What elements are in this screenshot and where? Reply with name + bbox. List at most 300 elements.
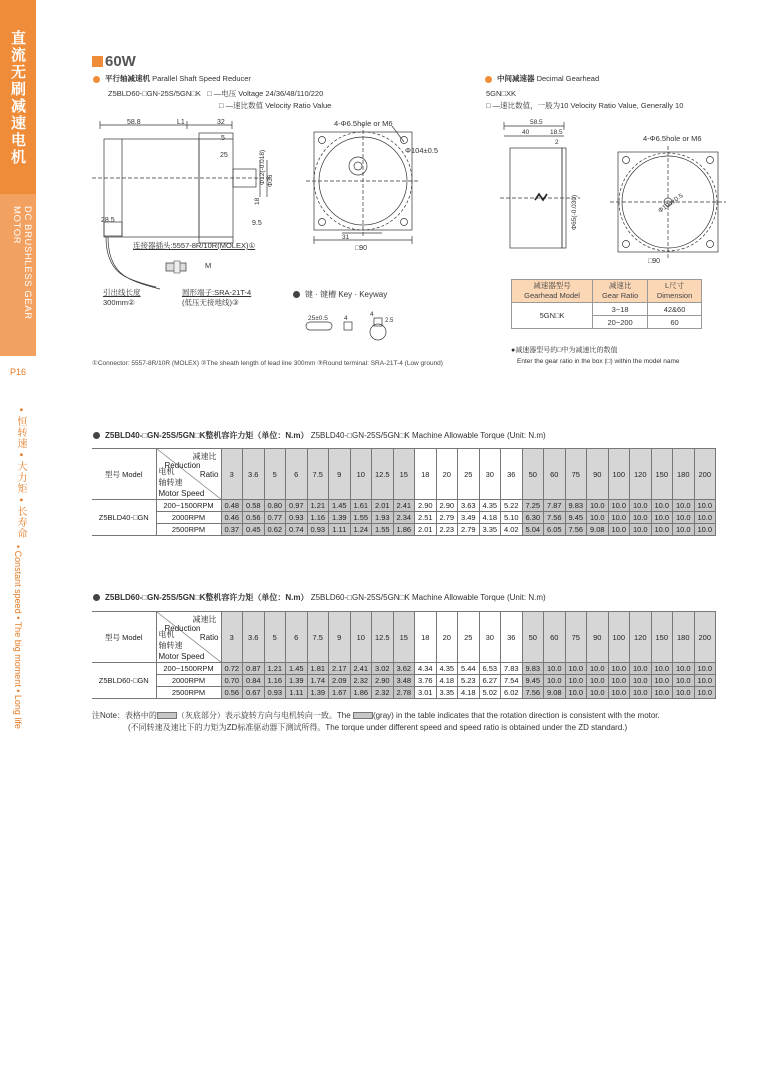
lead-length: 300mm② bbox=[103, 298, 135, 307]
torque-cell: 4.35 bbox=[479, 500, 501, 512]
gearhead-model-cell: 5GN□K bbox=[512, 303, 593, 329]
torque-cell: 0.62 bbox=[264, 524, 286, 536]
torque-cell: 2.32 bbox=[372, 687, 394, 699]
svg-text:L1: L1 bbox=[177, 119, 185, 126]
torque-cell: 10.0 bbox=[565, 663, 587, 675]
torque-cell: 1.74 bbox=[307, 675, 329, 687]
table-note-2: (不同转速及速比下的力矩为ZD标准驱动器下测试所得。The torque under different speed and speed ratio is obtained under the ZD standard.) bbox=[128, 723, 628, 732]
table-note bbox=[92, 710, 660, 722]
model-header: 型号 Model bbox=[92, 612, 156, 663]
torque-cell: 2.01 bbox=[372, 500, 394, 512]
svg-text:Φ65(-0.030): Φ65(-0.030) bbox=[571, 194, 578, 230]
torque-cell: 10.0 bbox=[608, 500, 630, 512]
ratio-header: 9 bbox=[329, 449, 351, 500]
ratio-header: 150 bbox=[651, 449, 673, 500]
ratio-header: 25 bbox=[458, 449, 480, 500]
torque-cell: 2.51 bbox=[415, 512, 437, 524]
speed-label-axis: 轴转速 bbox=[158, 641, 183, 650]
torque-cell: 0.56 bbox=[221, 687, 243, 699]
note-text-a: 注Note：表格中的 bbox=[92, 711, 157, 720]
svg-text:31: 31 bbox=[342, 234, 350, 241]
torque-cell: 10.0 bbox=[630, 500, 652, 512]
torque-cell: 4.18 bbox=[458, 687, 480, 699]
parallel-model-line bbox=[108, 88, 323, 99]
torque-cell: 2.01 bbox=[415, 524, 437, 536]
motor-side-drawing bbox=[92, 115, 282, 315]
gray-swatch bbox=[353, 712, 373, 719]
svg-text:Φ12(-0.018): Φ12(-0.018) bbox=[259, 149, 266, 185]
ratio-header: 15 bbox=[393, 612, 415, 663]
torque-cell: 7.56 bbox=[565, 524, 587, 536]
torque-cell: 1.11 bbox=[329, 524, 351, 536]
ratio-header: 9 bbox=[329, 612, 351, 663]
keyway-title bbox=[293, 289, 387, 300]
torque-cell: 1.21 bbox=[264, 663, 286, 675]
torque-cell: 0.84 bbox=[243, 675, 265, 687]
torque-cell: 2.90 bbox=[436, 500, 458, 512]
speed-cell: 2000RPM bbox=[156, 512, 221, 524]
heading-square-icon bbox=[92, 56, 103, 67]
torque-cell: 4.35 bbox=[436, 663, 458, 675]
torque-table-1-title bbox=[93, 430, 546, 441]
speed-label-cn: 电机 bbox=[158, 630, 175, 639]
torque-title-en: Z5BLD60-□GN-25S/5GN□K Machine Allowable Torque (Unit: N.m) bbox=[310, 593, 546, 602]
ratio-header: 90 bbox=[587, 449, 609, 500]
table-row bbox=[92, 512, 716, 524]
sidebar-features-cn: • 恒转速 • 大力矩 • 长寿命 bbox=[15, 408, 26, 540]
sidebar-mid-block bbox=[0, 194, 36, 356]
drawing-footnote: ①Connector: 5557-8R/10R (MOLEX) ②The sheath length of lead line 300mm ③Round terminal: SRA-21T-4 (Low ground) bbox=[92, 360, 443, 367]
torque-cell: 0.46 bbox=[221, 512, 243, 524]
torque-cell: 7.25 bbox=[522, 500, 544, 512]
svg-text:28.5: 28.5 bbox=[101, 217, 115, 224]
gear-ratio-table bbox=[511, 279, 702, 329]
sidebar-top-block bbox=[0, 0, 36, 194]
torque-cell: 10.0 bbox=[630, 663, 652, 675]
ratio-header: 5 bbox=[264, 449, 286, 500]
speed-label-cn: 电机 bbox=[158, 467, 175, 476]
dimension-cell: 60 bbox=[648, 316, 702, 329]
torque-cell: 10.0 bbox=[651, 524, 673, 536]
svg-text:Φ36: Φ36 bbox=[267, 174, 274, 187]
torque-cell: 7.54 bbox=[501, 675, 523, 687]
torque-title-cn: Z5BLD40-□GN-25S/5GN□K整机容许力矩（单位：N.m） bbox=[105, 431, 309, 440]
torque-cell: 6.05 bbox=[544, 524, 566, 536]
torque-cell: 10.0 bbox=[587, 512, 609, 524]
torque-cell: 3.35 bbox=[436, 687, 458, 699]
ratio-header: 36 bbox=[501, 449, 523, 500]
torque-cell: 2.79 bbox=[458, 524, 480, 536]
ratio-header: 30 bbox=[479, 449, 501, 500]
ratio-speed-header bbox=[156, 612, 221, 663]
svg-text:18.5: 18.5 bbox=[550, 129, 563, 136]
torque-cell: 10.0 bbox=[565, 687, 587, 699]
ratio-header: 60 bbox=[544, 449, 566, 500]
torque-cell: 10.0 bbox=[673, 675, 695, 687]
torque-cell: 1.39 bbox=[286, 675, 308, 687]
torque-cell: 1.39 bbox=[329, 512, 351, 524]
bullet-icon bbox=[93, 76, 100, 83]
svg-text:□90: □90 bbox=[355, 245, 368, 252]
torque-cell: 10.0 bbox=[608, 524, 630, 536]
reduction-label-en: Reduction bbox=[164, 461, 201, 470]
header-gearhead-model: 减速器型号 Gearhead Model bbox=[512, 280, 593, 303]
torque-cell: 1.21 bbox=[307, 500, 329, 512]
terminal-label: 圆形端子:SRA-21T-4 bbox=[182, 288, 252, 297]
decimal-title bbox=[485, 73, 599, 84]
torque-cell: 2.90 bbox=[415, 500, 437, 512]
ratio-label: Ratio bbox=[199, 633, 219, 642]
ratio-header: 10 bbox=[350, 449, 372, 500]
torque-cell: 9.08 bbox=[544, 687, 566, 699]
ratio-header: 25 bbox=[458, 612, 480, 663]
torque-cell: 2.78 bbox=[393, 687, 415, 699]
ratio-header: 10 bbox=[350, 612, 372, 663]
decimal-model: 5GN□XK bbox=[486, 89, 516, 98]
svg-text:25±0.5: 25±0.5 bbox=[308, 315, 328, 322]
torque-cell: 10.0 bbox=[544, 663, 566, 675]
speed-label-en: Motor Speed bbox=[158, 652, 205, 661]
torque-cell: 2.09 bbox=[329, 675, 351, 687]
torque-cell: 1.24 bbox=[350, 524, 372, 536]
torque-cell: 9.83 bbox=[565, 500, 587, 512]
reduction-label-cn: 减速比 bbox=[192, 452, 217, 461]
hole-label: 4-Φ6.5hole or M6 bbox=[334, 119, 393, 128]
torque-cell: 10.0 bbox=[694, 524, 716, 536]
torque-cell: 9.08 bbox=[587, 524, 609, 536]
gray-swatch bbox=[157, 712, 177, 719]
parallel-title-en: Parallel Shaft Speed Reducer bbox=[152, 74, 251, 83]
speed-cell: 2000RPM bbox=[156, 675, 221, 687]
torque-cell: 0.58 bbox=[243, 500, 265, 512]
torque-cell: 10.0 bbox=[673, 500, 695, 512]
ratio-header: 180 bbox=[673, 612, 695, 663]
torque-table-1 bbox=[92, 448, 716, 536]
torque-cell: 5.44 bbox=[458, 663, 480, 675]
speed-label-en: Motor Speed bbox=[158, 489, 205, 498]
svg-text:5: 5 bbox=[221, 135, 225, 142]
reduction-label-cn: 减速比 bbox=[192, 615, 217, 624]
parallel-model: Z5BLD60-□GN-25S/5GN□K bbox=[108, 89, 201, 98]
ratio-header: 75 bbox=[565, 612, 587, 663]
model-header: 型号 Model bbox=[92, 449, 156, 500]
torque-cell: 10.0 bbox=[651, 663, 673, 675]
speed-cell: 200~1500RPM bbox=[156, 663, 221, 675]
table-header-row bbox=[92, 612, 716, 663]
torque-cell: 6.02 bbox=[501, 687, 523, 699]
torque-cell: 10.0 bbox=[630, 675, 652, 687]
torque-cell: 3.62 bbox=[393, 663, 415, 675]
ratio-header: 7.5 bbox=[307, 449, 329, 500]
header-dimension: L尺寸 Dimension bbox=[648, 280, 702, 303]
torque-cell: 3.35 bbox=[479, 524, 501, 536]
torque-cell: 0.74 bbox=[286, 524, 308, 536]
ratio-header: 150 bbox=[651, 612, 673, 663]
torque-cell: 10.0 bbox=[694, 500, 716, 512]
m-label: M bbox=[205, 261, 212, 270]
torque-cell: 1.16 bbox=[307, 512, 329, 524]
torque-cell: 0.56 bbox=[243, 512, 265, 524]
torque-cell: 10.0 bbox=[673, 663, 695, 675]
model-cell: Z5BLD60-□GN bbox=[92, 663, 156, 699]
ratio-header: 6 bbox=[286, 612, 308, 663]
bullet-icon bbox=[93, 594, 100, 601]
ratio-header: 60 bbox=[544, 612, 566, 663]
torque-cell: 0.37 bbox=[221, 524, 243, 536]
torque-cell: 2.41 bbox=[393, 500, 415, 512]
dimension-cell: 42&60 bbox=[648, 303, 702, 316]
table-row bbox=[92, 675, 716, 687]
torque-cell: 10.0 bbox=[630, 687, 652, 699]
ratio-header: 30 bbox=[479, 612, 501, 663]
ratio-header: 3 bbox=[221, 612, 243, 663]
speed-label-axis: 轴转速 bbox=[158, 478, 183, 487]
decimal-title-en: Decimal Gearhead bbox=[536, 74, 600, 83]
parallel-voltage-note: □ —电压 Voltage 24/36/48/110/220 bbox=[207, 89, 324, 98]
torque-cell: 3.01 bbox=[415, 687, 437, 699]
torque-cell: 0.45 bbox=[243, 524, 265, 536]
ratio-header: 20 bbox=[436, 449, 458, 500]
ratio-header: 50 bbox=[522, 612, 544, 663]
table-row bbox=[92, 524, 716, 536]
ratio-header: 6 bbox=[286, 449, 308, 500]
ratio-cell: 3~18 bbox=[593, 303, 648, 316]
svg-text:32: 32 bbox=[217, 119, 225, 126]
torque-cell: 1.45 bbox=[329, 500, 351, 512]
table-row bbox=[512, 303, 702, 316]
torque-cell: 10.0 bbox=[694, 663, 716, 675]
torque-cell: 1.55 bbox=[350, 512, 372, 524]
torque-cell: 2.34 bbox=[393, 512, 415, 524]
torque-cell: 1.55 bbox=[372, 524, 394, 536]
torque-cell: 9.83 bbox=[522, 663, 544, 675]
svg-text:58.8: 58.8 bbox=[127, 119, 141, 126]
table-row bbox=[92, 663, 716, 675]
torque-cell: 0.77 bbox=[264, 512, 286, 524]
torque-cell: 10.0 bbox=[673, 524, 695, 536]
table-header-row bbox=[92, 449, 716, 500]
torque-cell: 6.30 bbox=[522, 512, 544, 524]
torque-cell: 9.45 bbox=[522, 675, 544, 687]
torque-cell: 1.61 bbox=[350, 500, 372, 512]
bullet-icon bbox=[485, 76, 492, 83]
ratio-header: 5 bbox=[264, 612, 286, 663]
torque-cell: 10.0 bbox=[587, 663, 609, 675]
ratio-header: 3.6 bbox=[243, 612, 265, 663]
torque-cell: 0.93 bbox=[307, 524, 329, 536]
torque-cell: 0.48 bbox=[221, 500, 243, 512]
ratio-label: Ratio bbox=[199, 470, 219, 479]
torque-cell: 0.70 bbox=[221, 675, 243, 687]
motor-front-drawing bbox=[300, 118, 460, 263]
torque-cell: 3.49 bbox=[458, 512, 480, 524]
torque-cell: 10.0 bbox=[651, 500, 673, 512]
ratio-header: 3.6 bbox=[243, 449, 265, 500]
table-row bbox=[92, 687, 716, 699]
torque-cell: 7.56 bbox=[544, 512, 566, 524]
keyway-title-text: 键 · 键槽 Key · Keyway bbox=[305, 290, 388, 299]
lead-label: 引出线长度 bbox=[103, 288, 141, 297]
torque-cell: 10.0 bbox=[544, 675, 566, 687]
terminal-sub: (低压无接地线)③ bbox=[182, 298, 239, 307]
torque-cell: 4.02 bbox=[501, 524, 523, 536]
torque-cell: 1.86 bbox=[350, 687, 372, 699]
section-heading bbox=[92, 53, 136, 70]
torque-cell: 10.0 bbox=[587, 500, 609, 512]
torque-cell: 1.93 bbox=[372, 512, 394, 524]
ratio-speed-header bbox=[156, 449, 221, 500]
parallel-title-cn: 平行轴减速机 bbox=[105, 74, 150, 83]
torque-cell: 10.0 bbox=[587, 675, 609, 687]
torque-cell: 5.02 bbox=[479, 687, 501, 699]
torque-cell: 3.02 bbox=[372, 663, 394, 675]
ratio-header: 180 bbox=[673, 449, 695, 500]
torque-cell: 10.0 bbox=[608, 512, 630, 524]
header-gear-ratio: 减速比 Gear Ratio bbox=[593, 280, 648, 303]
torque-cell: 0.93 bbox=[264, 687, 286, 699]
torque-cell: 0.67 bbox=[243, 687, 265, 699]
torque-cell: 10.0 bbox=[673, 512, 695, 524]
torque-cell: 0.72 bbox=[221, 663, 243, 675]
torque-cell: 6.53 bbox=[479, 663, 501, 675]
torque-cell: 1.81 bbox=[307, 663, 329, 675]
sidebar-title-cn: 直流无刷减速电机 bbox=[9, 30, 26, 166]
speed-cell: 200~1500RPM bbox=[156, 500, 221, 512]
torque-cell: 10.0 bbox=[673, 687, 695, 699]
section-title: 60W bbox=[105, 53, 136, 70]
decimal-title-cn: 中间减速器 bbox=[497, 74, 535, 83]
torque-cell: 10.0 bbox=[651, 687, 673, 699]
gear-note-cn: ●减速器型号的□中为减速比的数值 bbox=[511, 347, 618, 354]
torque-cell: 3.63 bbox=[458, 500, 480, 512]
ratio-header: 100 bbox=[608, 612, 630, 663]
ratio-header: 15 bbox=[393, 449, 415, 500]
torque-cell: 1.67 bbox=[329, 687, 351, 699]
torque-cell: 2.90 bbox=[372, 675, 394, 687]
torque-cell: 3.76 bbox=[415, 675, 437, 687]
ratio-header: 50 bbox=[522, 449, 544, 500]
note-text-b: （灰底部分）表示旋转方向与电机转向一致。The bbox=[176, 711, 351, 720]
svg-text:58.5: 58.5 bbox=[530, 119, 543, 126]
torque-cell: 10.0 bbox=[630, 512, 652, 524]
torque-cell: 6.27 bbox=[479, 675, 501, 687]
svg-text:2.5: 2.5 bbox=[385, 318, 394, 324]
parallel-title bbox=[93, 73, 251, 84]
torque-cell: 5.23 bbox=[458, 675, 480, 687]
parallel-ratio-note: □ —速比数值 Velocity Ratio Value bbox=[219, 101, 332, 110]
svg-text:18: 18 bbox=[254, 197, 261, 205]
connector-label: 连接器插头:5557-8R/10R(MOLEX)① bbox=[133, 241, 256, 250]
ratio-header: 200 bbox=[694, 449, 716, 500]
torque-cell: 10.0 bbox=[694, 675, 716, 687]
torque-cell: 4.18 bbox=[436, 675, 458, 687]
svg-text:4: 4 bbox=[344, 315, 348, 322]
ratio-header: 3 bbox=[221, 449, 243, 500]
ratio-header: 120 bbox=[630, 449, 652, 500]
bullet-icon bbox=[293, 291, 300, 298]
torque-cell: 9.45 bbox=[565, 512, 587, 524]
ratio-header: 12.5 bbox=[372, 612, 394, 663]
bullet-icon bbox=[93, 432, 100, 439]
torque-cell: 1.86 bbox=[393, 524, 415, 536]
ratio-header: 12.5 bbox=[372, 449, 394, 500]
svg-text:40: 40 bbox=[522, 129, 530, 136]
sidebar-title-en: DC BRUSHLESS GEAR MOTOR bbox=[11, 206, 33, 320]
table-header-row bbox=[512, 280, 702, 303]
torque-cell: 4.18 bbox=[479, 512, 501, 524]
torque-table-2-title bbox=[93, 592, 546, 603]
svg-text:25: 25 bbox=[220, 152, 228, 159]
torque-cell: 0.93 bbox=[286, 512, 308, 524]
torque-cell: 10.0 bbox=[565, 675, 587, 687]
torque-cell: 1.11 bbox=[286, 687, 308, 699]
torque-cell: 4.34 bbox=[415, 663, 437, 675]
sidebar bbox=[0, 0, 36, 1076]
speed-cell: 2500RPM bbox=[156, 687, 221, 699]
torque-cell: 0.97 bbox=[286, 500, 308, 512]
torque-cell: 0.87 bbox=[243, 663, 265, 675]
torque-cell: 2.23 bbox=[436, 524, 458, 536]
decimal-note: □ —速比数值，一般为10 Velocity Ratio Value, Generally 10 bbox=[486, 101, 684, 110]
gearhead-hole-label: 4-Φ6.5hole or M6 bbox=[643, 134, 702, 143]
ratio-cell: 20~200 bbox=[593, 316, 648, 329]
ratio-header: 200 bbox=[694, 612, 716, 663]
torque-cell: 10.0 bbox=[608, 663, 630, 675]
torque-cell: 3.48 bbox=[393, 675, 415, 687]
torque-cell: 10.0 bbox=[651, 512, 673, 524]
keyway-drawing bbox=[300, 308, 394, 346]
torque-cell: 10.0 bbox=[694, 512, 716, 524]
torque-cell: 0.80 bbox=[264, 500, 286, 512]
torque-cell: 5.10 bbox=[501, 512, 523, 524]
table-row bbox=[92, 500, 716, 512]
svg-text:9.5: 9.5 bbox=[252, 220, 262, 227]
ratio-header: 36 bbox=[501, 612, 523, 663]
torque-cell: 1.45 bbox=[286, 663, 308, 675]
torque-cell: 5.04 bbox=[522, 524, 544, 536]
ratio-header: 120 bbox=[630, 612, 652, 663]
ratio-header: 90 bbox=[587, 612, 609, 663]
ratio-header: 18 bbox=[415, 612, 437, 663]
torque-cell: 10.0 bbox=[694, 687, 716, 699]
svg-text:2: 2 bbox=[555, 139, 559, 146]
torque-cell: 2.41 bbox=[350, 663, 372, 675]
note-text-c: (gray) in the table indicates that the rotation direction is consistent with the motor. bbox=[372, 711, 660, 720]
pcd-label: Φ104±0.5 bbox=[405, 146, 439, 155]
page-number: P16 bbox=[10, 367, 27, 377]
svg-text:□90: □90 bbox=[648, 258, 661, 265]
ratio-header: 100 bbox=[608, 449, 630, 500]
torque-cell: 2.32 bbox=[350, 675, 372, 687]
torque-cell: 10.0 bbox=[587, 687, 609, 699]
torque-cell: 7.83 bbox=[501, 663, 523, 675]
ratio-header: 20 bbox=[436, 612, 458, 663]
torque-cell: 7.56 bbox=[522, 687, 544, 699]
torque-cell: 5.22 bbox=[501, 500, 523, 512]
torque-cell: 2.17 bbox=[329, 663, 351, 675]
torque-cell: 2.79 bbox=[436, 512, 458, 524]
reduction-label-en: Reduction bbox=[164, 624, 201, 633]
torque-title-cn: Z5BLD60-□GN-25S/5GN□K整机容许力矩（单位：N.m） bbox=[105, 593, 309, 602]
svg-text:Φ104±0.5: Φ104±0.5 bbox=[657, 192, 685, 215]
torque-cell: 1.39 bbox=[307, 687, 329, 699]
ratio-header: 18 bbox=[415, 449, 437, 500]
gear-note-en: Enter the gear ratio in the box (□) within the model name bbox=[517, 358, 680, 365]
torque-cell: 10.0 bbox=[651, 675, 673, 687]
ratio-header: 7.5 bbox=[307, 612, 329, 663]
torque-cell: 1.16 bbox=[264, 675, 286, 687]
model-cell: Z5BLD40-□GN bbox=[92, 500, 156, 536]
